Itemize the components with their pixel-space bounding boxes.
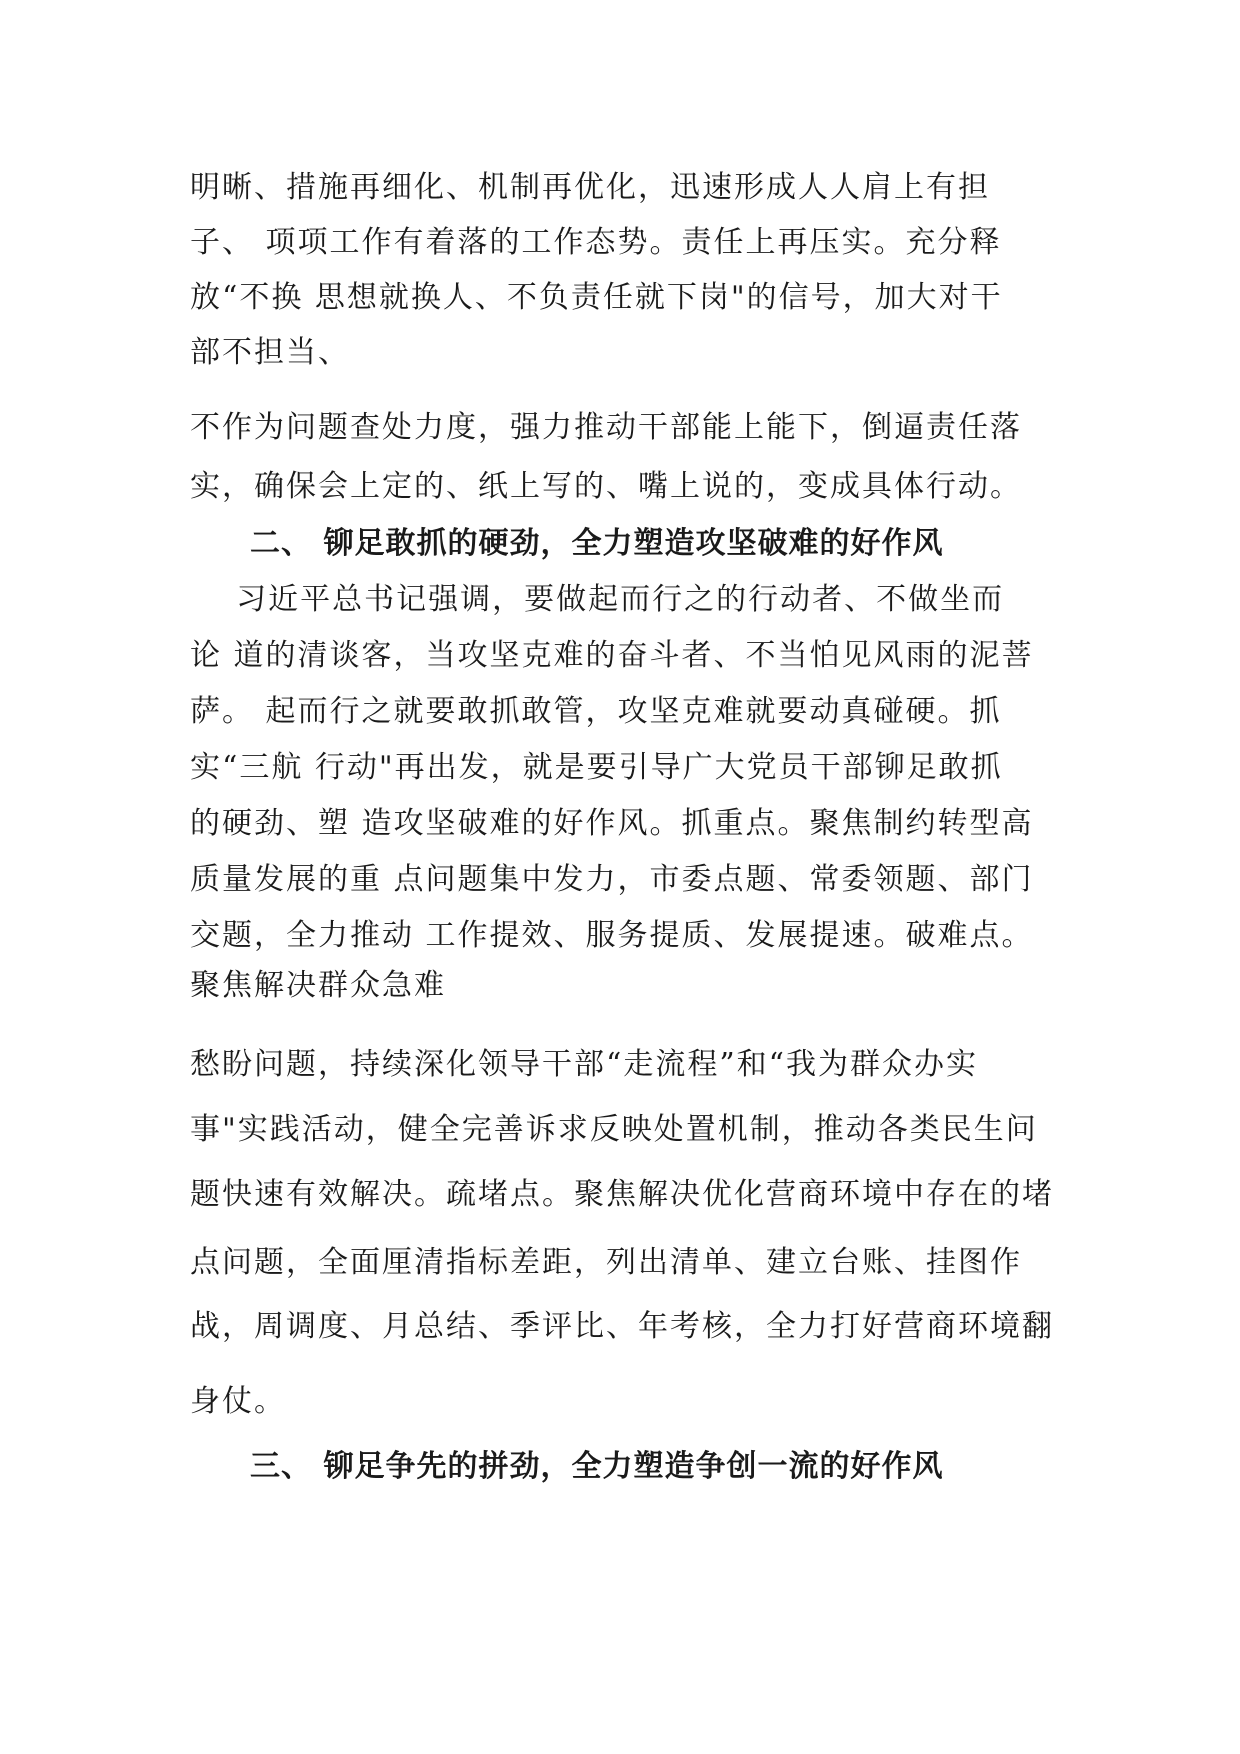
text-line: 明晰、措施再细化、机制再优化，迅速形成人人肩上有担 [190, 170, 990, 205]
text-line: 身仗。 [190, 1384, 286, 1419]
text-line: 战，周调度、月总结、季评比、年考核，全力打好营商环境翻 [190, 1309, 1054, 1344]
text-line: 实“三航 行动"再出发，就是要引导广大党员干部铆足敢抓 [190, 750, 1003, 785]
text-line: 点问题，全面厘清指标差距，列出清单、建立台账、挂图作 [190, 1245, 1022, 1280]
text-line: 萨。 起而行之就要敢抓敢管，攻坚克难就要动真碰硬。抓 [190, 694, 1002, 729]
text-line: 事"实践活动，健全完善诉求反映处置机制，推动各类民生问 [190, 1112, 1038, 1147]
section-heading-2: 二、 铆足敢抓的硬劲，全力塑造攻坚破难的好作风 [250, 526, 944, 561]
text-line: 不作为问题查处力度，强力推动干部能上能下，倒逼责任落 [190, 410, 1022, 445]
text-line: 实，确保会上定的、纸上写的、嘴上说的，变成具体行动。 [190, 469, 1022, 504]
text-line: 交题，全力推动 工作提效、服务提质、发展提速。破难点。 [190, 918, 1034, 953]
text-line: 部不担当、 [190, 335, 350, 370]
text-line: 愁盼问题，持续深化领导干部“走流程”和“我为群众办实 [190, 1047, 979, 1082]
text-line: 子、 项项工作有着落的工作态势。责任上再压实。充分释 [190, 225, 1002, 260]
text-line: 质量发展的重 点问题集中发力，市委点题、常委领题、部门 [190, 862, 1034, 897]
text-line: 放“不换 思想就换人、不负责任就下岗"的信号，加大对干 [190, 280, 1003, 315]
text-line: 论 道的清谈客，当攻坚克难的奋斗者、不当怕见风雨的泥菩 [190, 638, 1034, 673]
text-line: 聚焦解决群众急难 [190, 968, 446, 1003]
section-heading-3: 三、 铆足争先的拼劲，全力塑造争创一流的好作风 [250, 1449, 944, 1484]
text-line: 的硬劲、塑 造攻坚破难的好作风。抓重点。聚焦制约转型高 [190, 806, 1034, 841]
text-line: 题快速有效解决。疏堵点。聚焦解决优化营商环境中存在的堵 [190, 1177, 1054, 1212]
text-line: 习近平总书记强调，要做起而行之的行动者、不做坐而 [190, 582, 1005, 617]
